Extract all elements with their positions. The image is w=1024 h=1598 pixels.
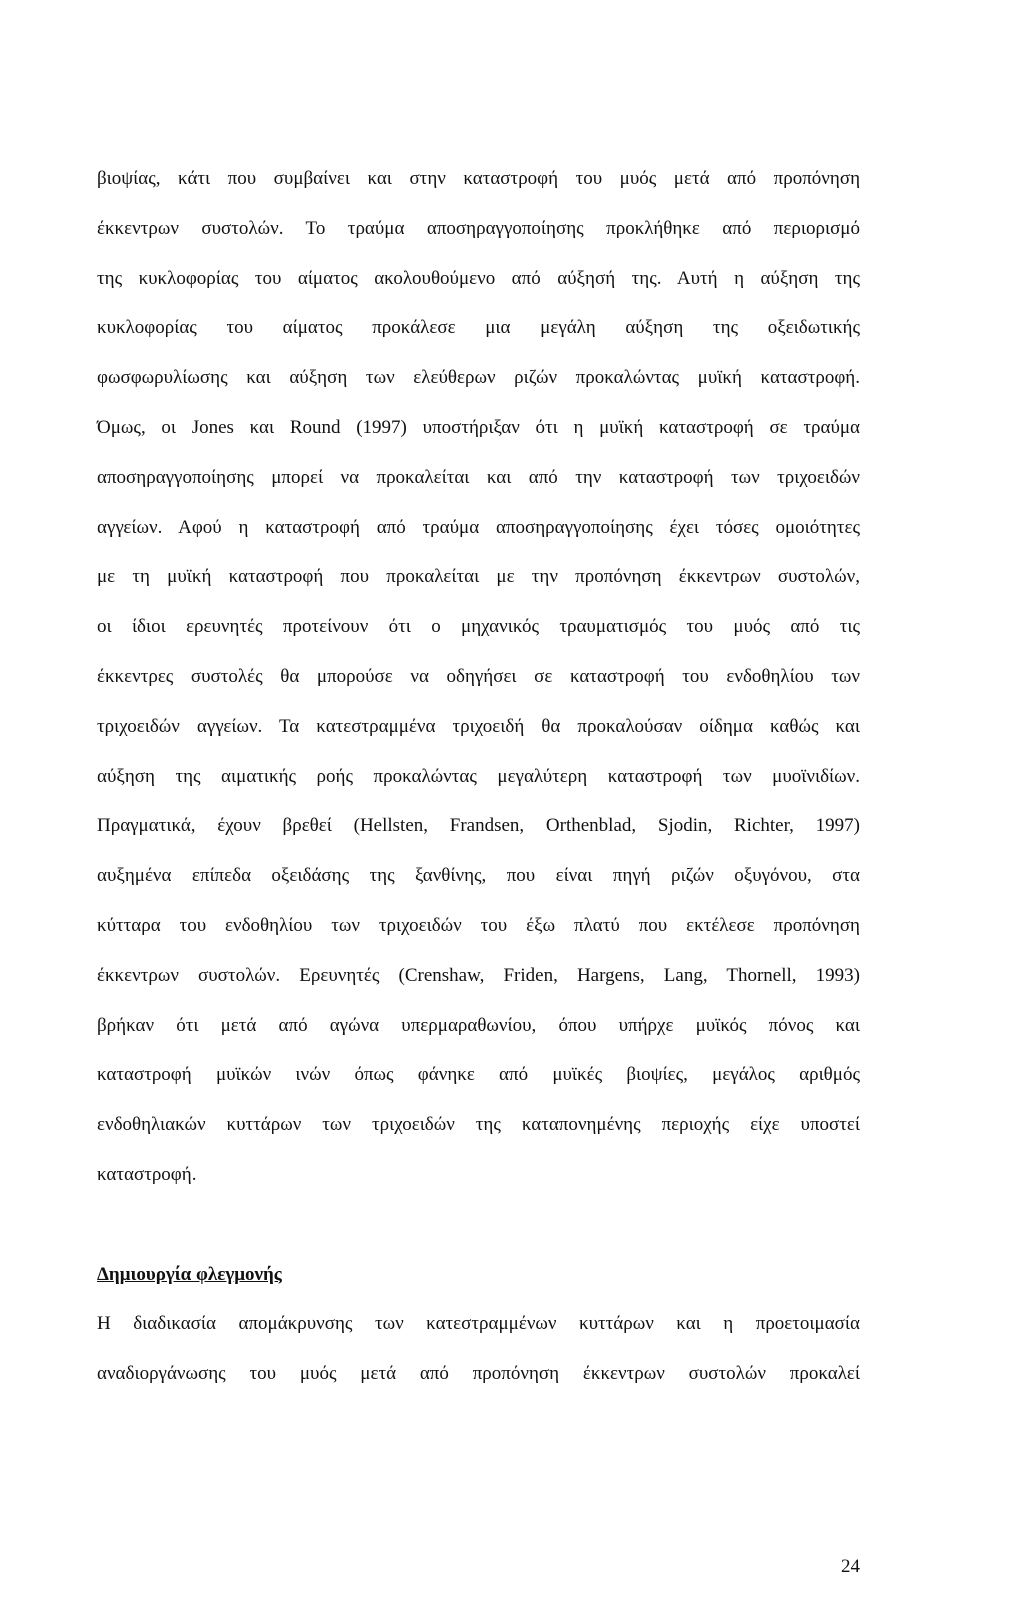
section-gap <box>97 1200 860 1250</box>
body-line-7: αποσηραγγοποίησης μπορεί να προκαλείται και από την καταστροφή των τριχοειδών <box>97 466 860 488</box>
page-number: 24 <box>841 1556 860 1577</box>
body-line-8: αγγείων. Αφού η καταστροφή από τραύμα αποσηραγγοποίησης έχει τόσες ομοιότητες <box>97 516 860 538</box>
body-line-3: της κυκλοφορίας του αίματος ακολουθούμενο από αύξησή της. Αυτή η αύξηση της <box>97 267 860 289</box>
body-line-11: έκκεντρες συστολές θα μπορούσε να οδηγήσει σε καταστροφή του ενδοθηλίου των <box>97 665 860 687</box>
body-line-18: βρήκαν ότι μετά από αγώνα υπερμαραθωνίου, όπου υπήρχε μυϊκός πόνος και <box>97 1014 860 1036</box>
body-line-14: Πραγματικά, έχουν βρεθεί (Hellsten, Frandsen, Orthenblad, Sjodin, Richter, 1997) <box>97 815 860 837</box>
document-page <box>97 154 860 1399</box>
body-line-19: καταστροφή μυϊκών ινών όπως φάνηκε από μυϊκές βιοψίες, μεγάλος αριθμός <box>97 1064 860 1086</box>
body-line-6: Όμως, οι Jones και Round (1997) υποστήριξαν ότι η μυϊκή καταστροφή σε τραύμα <box>97 416 860 438</box>
body-line-5: φωσφωρυλίωσης και αύξηση των ελεύθερων ριζών προκαλώντας μυϊκή καταστροφή. <box>97 367 860 389</box>
body-line-17: έκκεντρων συστολών. Ερευνητές (Crenshaw, Friden, Hargens, Lang, Thornell, 1993) <box>97 964 860 986</box>
body-line-16: κύτταρα του ενδοθηλίου των τριχοειδών του έξω πλατύ που εκτέλεσε προπόνηση <box>97 914 860 936</box>
body-line-15: αυξημένα επίπεδα οξειδάσης της ξανθίνης, που είναι πηγή ριζών οξυγόνου, στα <box>97 865 860 887</box>
body-line-1: βιοψίας, κάτι που συμβαίνει και στην καταστροφή του μυός μετά από προπόνηση <box>97 168 860 189</box>
body-line-10: οι ίδιοι ερευνητές προτείνουν ότι ο μηχανικός τραυματισμός του μυός από τις <box>97 616 860 638</box>
body-paragraph <box>97 154 860 1200</box>
section-heading: Δημιουργία φλεγμονής <box>97 1263 282 1285</box>
body-line-9: με τη μυϊκή καταστροφή που προκαλείται με την προπόνηση έκκεντρων συστολών, <box>97 566 860 588</box>
body-line-4: κυκλοφορίας του αίματος προκάλεσε μια μεγάλη αύξηση της οξειδωτικής <box>97 317 860 339</box>
body-line-20: ενδοθηλιακών κυττάρων των τριχοειδών της καταπονημένης περιοχής είχε υποστεί <box>97 1114 860 1136</box>
body-line-13: αύξηση της αιματικής ροής προκαλώντας μεγαλύτερη καταστροφή των μυοϊνιδίων. <box>97 765 860 787</box>
section-line-2: αναδιοργάνωσης του μυός μετά από προπόνηση έκκεντρων συστολών προκαλεί <box>97 1363 860 1385</box>
body-line-2: έκκεντρων συστολών. Το τραύμα αποσηραγγοποίησης προκλήθηκε από περιορισμό <box>97 217 860 239</box>
section-line-1: Η διαδικασία απομάκρυνσης των κατεστραμμένων κυττάρων και η προετοιμασία <box>97 1313 860 1335</box>
body-line-21: καταστροφή. <box>97 1163 197 1185</box>
body-line-12: τριχοειδών αγγείων. Τα κατεστραμμένα τριχοειδή θα προκαλούσαν οίδημα καθώς και <box>97 715 860 737</box>
section-paragraph <box>97 1299 860 1399</box>
